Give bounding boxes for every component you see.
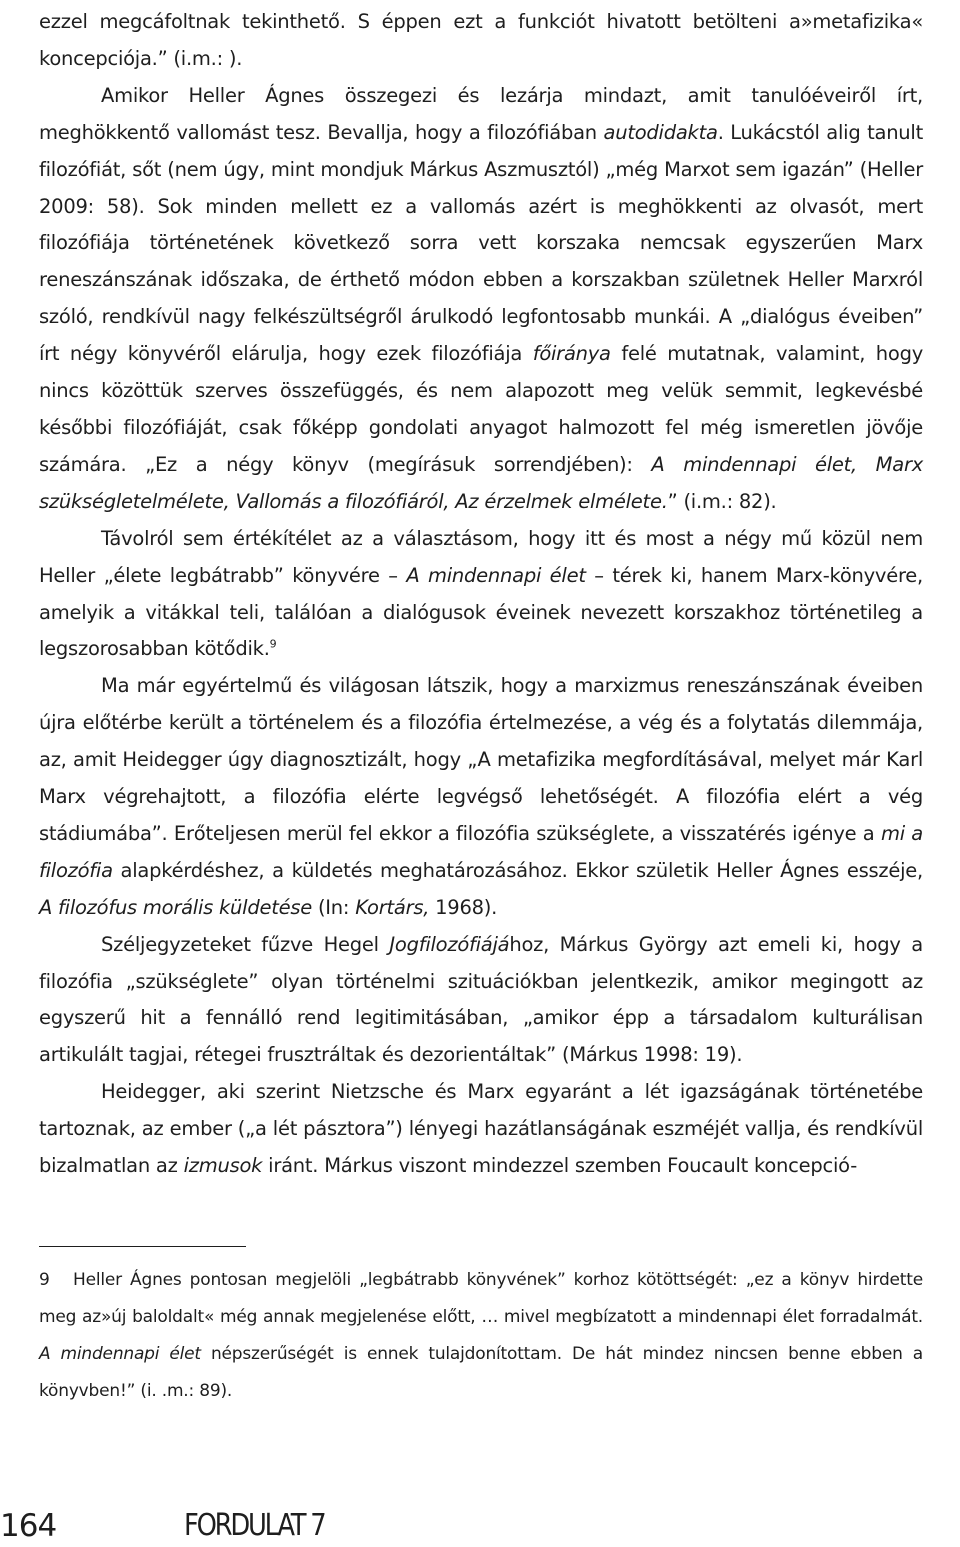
journal-name: FORDULAT 7	[184, 1508, 325, 1543]
emphasis: autodidakta	[603, 120, 718, 144]
footnote-divider	[39, 1246, 246, 1247]
paragraph-3: Távolról sem értékítélet az a választásom, hogy itt és most a négy mű közül nem Heller „élete legbátrabb” könyvére – A mindennapi élet – térek ki, hanem Marx-könyvére, amelyik a vitákkal teli, találóan a dialógusok éveinek nevezett korszakhoz történetileg a legszorosabban kötődik.$^9$	[39, 526, 923, 661]
book-title: Jogfilozófiájá	[389, 932, 510, 956]
footnote-9: 9 Heller Ágnes pontosan megjelöli „legbátrabb könyvének” korhoz kötöttségét: „ez a könyv hirdette meg az»új baloldalt« még annak megjelenése előtt, … mivel megbízatott a mindennapi élet forradalmát. A mindennapi élet népszerűségét is ennek tulajdonítottam. De hát mindez nincsen benne ebben a könyvben!” (i. .m.: 89).	[39, 1262, 923, 1410]
journal-title: Kortárs,	[355, 895, 430, 919]
footnote-number: 9	[39, 1270, 50, 1290]
footnote	[39, 1262, 923, 1410]
page-number: 164	[0, 1508, 57, 1544]
footnote-reference[interactable]: 9	[269, 637, 277, 651]
paragraph-5: Széljegyzeteket fűzve Hegel Jogfilozófiájához, Márkus György azt emeli ki, hogy a filozófia „szükséglete” olyan történelmi szituációkban jelentkezik, amikor megingott az egyszerű hit a fennálló rend legitimitásában, „amikor épp a társadalom kulturálisan artikulált tagjai, rétegei frusztráltak és dezorientáltak” (Márkus 1998: 19).	[39, 932, 923, 1067]
essay-title: A filozófus morális küldetése	[39, 895, 312, 919]
emphasis: izmusok	[183, 1154, 263, 1178]
body-text	[39, 4, 923, 1185]
emphasis: főiránya	[532, 342, 611, 366]
paragraph-1: ezzel megcáfoltnak tekinthető. S éppen ezt a funkciót hivatott betölteni a»metafizika« koncepciója.” (i.m.: ).	[39, 10, 923, 70]
paragraph-4: Ma már egyértelmű és világosan látszik, hogy a marxizmus reneszánszának éveiben újra előtérbe került a történelem és a filozófia értelmezése, a vég és a folytatás dilemmája, az, amit Heidegger úgy diagnosztizált, hogy „A metafizika megfordításával, melyet már Karl Marx végrehajtott, a filozófia elérte legvégső lehetőségét. A filozófia elért a vég stádiumába”. Erőteljesen merül fel ekkor a filozófia szükséglete, a visszatérés igénye a mi a filozófia alapkérdéshez, a küldetés meghatározásához. Ekkor születik Heller Ágnes esszéje, A filozófus morális küldetése (In: Kortárs, 1968).	[39, 674, 924, 919]
paragraph-6: Heidegger, aki szerint Nietzsche és Marx egyaránt a lét igazságának történetébe tartoznak, az ember („a lét pásztora”) lényegi hazátlanságának eszméjét vallja, és rendkívül bizalmatlan az izmusok iránt. Márkus viszont mindezzel szemben Foucault koncepció-	[39, 1080, 923, 1178]
paragraph-2: Amikor Heller Ágnes összegezi és lezárja mindazt, amit tanulóéveiről írt, meghökkentő vallomást tesz. Bevallja, hogy a filozófiában autodidakta. Lukácstól alig tanult filozófiát, sőt (nem úgy, mint mondjuk Márkus Aszmusztól) „még Marxot sem igazán” (Heller 2009: 58). Sok minden mellett ez a vallomás azért is meghökkenti az olvasót, mert filozófiája történetének következő sorra vett korszaka nemcsak egyszerűen Marx reneszánszának időszaka, de érthető módon ebben a korszakban születnek Heller Marxról szóló, rendkívül nagy felkészültségről árulkodó legfontosabb munkái. A „dialógus éveiben” írt négy könyvéről elárulja, hogy ezek filozófiája főiránya felé mutatnak, valamint, hogy nincs közöttük szerves összefüggés, és nem alapozott meg velük semmit, legkevésbé későbbi filozófiáját, csak főképp gondolati anyagot halmozott fel még ismeretlen jövője számára. „Ez a négy könyv (megírásuk sorrendjében): A mindennapi élet, Marx szükségletelmélete, Vallomás a filozófiáról, Az érzelmek elmélete.” (i.m.: 82).	[39, 83, 924, 513]
book-titles: A mindennapi élet, Marx szükségletelmélete, Vallomás a filozófiáról, Az érzelmek elmélete.	[39, 452, 924, 513]
emphasis: mi a filozófia	[39, 821, 924, 882]
book-title: A mindennapi élet	[39, 1344, 201, 1364]
book-title: A mindennapi élet	[406, 563, 586, 587]
